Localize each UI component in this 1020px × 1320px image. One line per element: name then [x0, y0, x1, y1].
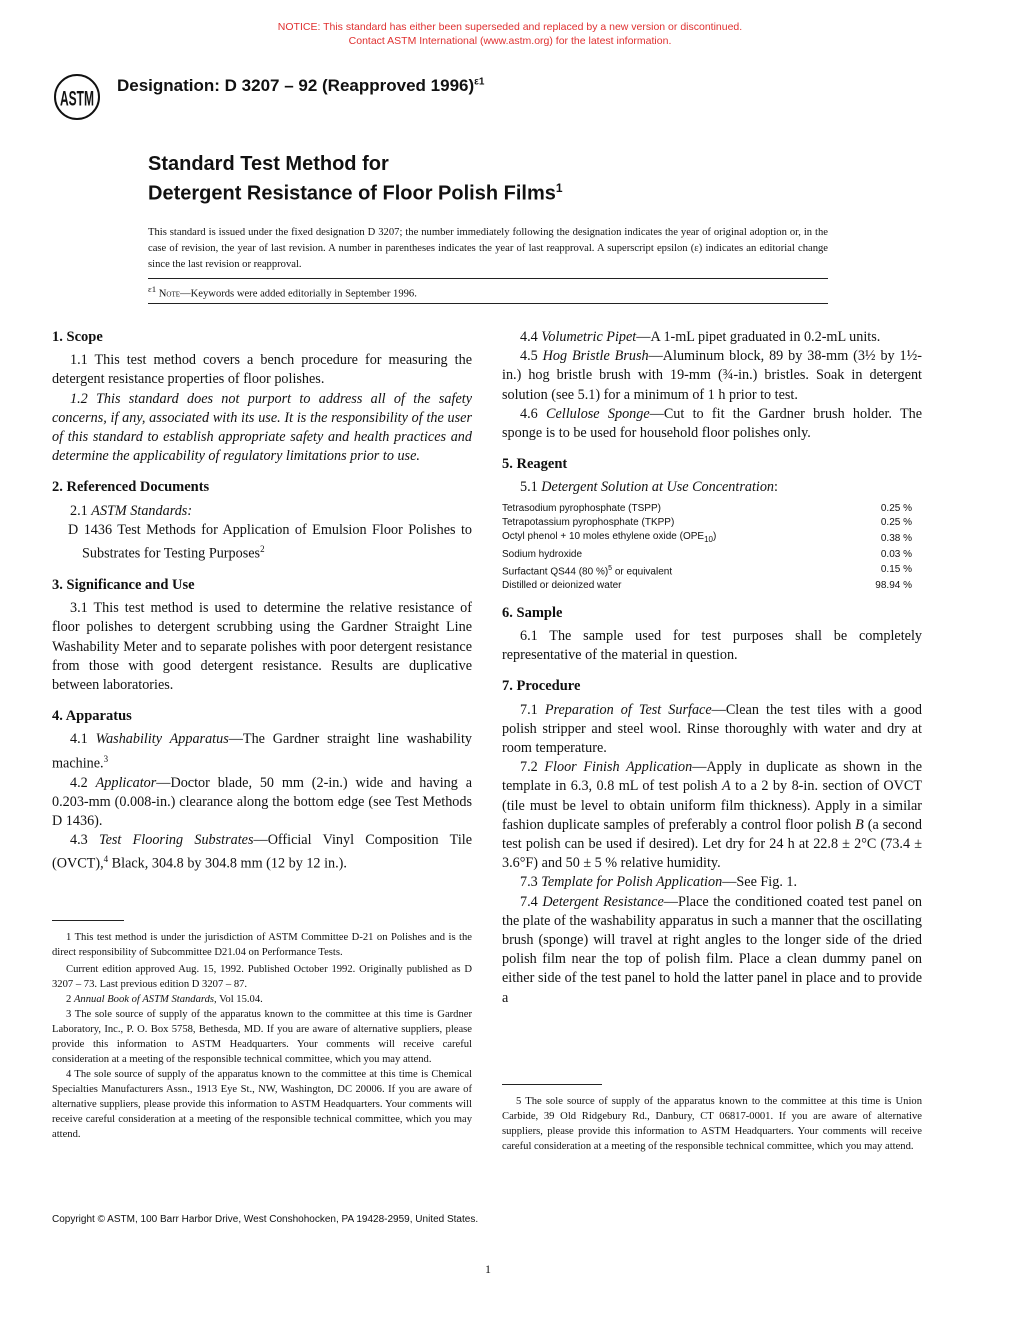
- para-4-2-text: —Doctor blade, 50 mm (2-in.) wide and having a 0.203-mm (0.008-in.) clearance along the bottom edge (see Test Methods D 1436).: [52, 774, 473, 829]
- epsilon-note-text: —Keywords were added editorially in September 1996.: [180, 288, 417, 300]
- para-7-2-label: Floor Finish Application: [544, 759, 693, 776]
- para-4-2-label: Applicator: [95, 774, 157, 791]
- designation-superscript: ε1: [474, 76, 485, 88]
- para-4-3-num: 4.3: [70, 832, 88, 849]
- footnotes-right: [502, 1094, 922, 1154]
- section-2-heading: 2. Referenced Documents: [52, 479, 210, 496]
- para-7-4-label: Detergent Resistance: [542, 893, 664, 910]
- para-7-2: [502, 758, 922, 873]
- reagent-row: [502, 530, 912, 547]
- footnote-2-rest: , Vol 15.04.: [214, 994, 263, 1005]
- left-column: [52, 328, 472, 874]
- reagent-subscript: 10: [704, 535, 713, 545]
- epsilon-note: [148, 284, 417, 300]
- section-7-heading: 7. Procedure: [502, 678, 581, 695]
- para-4-5-num: 4.5: [520, 348, 538, 365]
- reference-text: D 1436 Test Methods for Application of Emulsion Floor Polishes to Substrates for Testing Purposes: [68, 521, 472, 562]
- right-column: [502, 328, 922, 1008]
- title-line-2: Detergent Resistance of Floor Polish Films: [148, 182, 556, 205]
- para-7-4-text: —Place the conditioned coated test panel on the plate of the washability apparatus in such a manner that the oscillating brush (sponge) will travel at right angles to the longer side of the dried polish film near the top of polish film. Place a clean dummy panel on either side of the test panel to hold the latter panel in place and to provide a: [502, 893, 923, 1006]
- copyright-line: Copyright © ASTM, 100 Barr Harbor Drive, West Conshohocken, PA 19428-2959, United States.: [52, 1214, 479, 1225]
- para-4-4: [502, 328, 922, 347]
- reagent-name: Surfactant QS44 (80 %): [502, 566, 609, 578]
- section-1-heading: 1. Scope: [52, 329, 103, 345]
- polish-b-label: B: [855, 816, 864, 833]
- reagent-value: 0.03 %: [880, 548, 912, 560]
- para-4-2: [52, 774, 472, 832]
- reagent-tail: ): [712, 531, 717, 543]
- para-4-6: [502, 405, 922, 443]
- section-5-heading: 5. Reagent: [502, 456, 568, 473]
- reagent-value: 0.38 %: [880, 532, 912, 544]
- para-1-2: 1.2 This standard does not purport to address all of the safety concerns, if any, associated with its use. It is the responsibility of the user of this standard to establish appropriate safety and health practices and determine the applicability of regulatory limitations prior to use.: [52, 390, 472, 465]
- para-7-2-text-a: —Apply in duplicate as shown in the template in 6.3, 0.8 mL of test polish: [502, 759, 922, 795]
- reagent-row: [502, 562, 912, 580]
- page-number: 1: [485, 1262, 491, 1276]
- epsilon-note-label: Note: [158, 288, 181, 300]
- title-footnote-mark: 1: [555, 181, 563, 195]
- section-4-heading: 4. Apparatus: [52, 708, 132, 725]
- divider-top: [148, 278, 828, 279]
- para-4-1-num: 4.1: [70, 731, 88, 748]
- document-title: [148, 152, 563, 206]
- footnote-rule-left: [52, 920, 124, 921]
- footnote-1: 1 This test method is under the jurisdiction of ASTM Committee D-21 on Polishes and is the direct responsibility of Subcommittee D21.04 on Performance Tests.: [52, 932, 472, 958]
- para-4-3-label: Test Flooring Substrates: [99, 832, 254, 849]
- reagent-name-cell: [502, 562, 852, 580]
- footnote-3: 3 The sole source of supply of the apparatus known to the committee at this time is Gardner Laboratory, Inc., P. O. Box 5758, Bethesda, MD. If you are aware of alternative suppliers, please provide this information to ASTM Headquarters. Your comments will receive careful consideration at a meeting of the responsible technical committee, which you may attend.: [52, 1009, 472, 1065]
- reagent-name: Distilled or deionized water: [502, 580, 622, 592]
- para-2-1-label: ASTM Standards:: [91, 502, 193, 519]
- designation-text: Designation: D 3207 – 92 (Reapproved 1996): [117, 76, 475, 95]
- notice-line-2: Contact ASTM International (www.astm.org) for the latest information.: [348, 35, 672, 47]
- para-7-1: [502, 701, 922, 759]
- para-7-4: [502, 893, 922, 1008]
- issue-statement: This standard is issued under the fixed designation D 3207; the number immediately following the designation indicates the year of original adoption or, in the case of revision, the year of last revision. A number in parentheses indicates the year of last reapproval. A superscript epsilon (ε) indicates an editorial change since the last revision or reapproval.: [148, 227, 828, 270]
- section-3-heading: 3. Significance and Use: [52, 576, 195, 593]
- reagent-name: Tetrapotassium pyrophosphate (TKPP): [502, 516, 675, 528]
- reagent-row: [502, 516, 912, 530]
- para-4-6-label: Cellulose Sponge: [546, 405, 650, 422]
- para-4-3-text1: —Official Vinyl Composition Tile (OVCT),: [52, 832, 472, 873]
- notice-line-1: NOTICE: This standard has either been superseded and replaced by a new version or discontinued.: [277, 21, 743, 33]
- para-3-1: 3.1 This test method is used to determine the relative resistance of floor polishes to detergent scrubbing using the Gardner Straight Line Washability Meter and to separate polishes with poor detergent resistance from those with good detergent resistance. Results are duplicative between laboratories.: [52, 600, 472, 693]
- reagent-name: Tetrasodium pyrophosphate (TSPP): [502, 502, 661, 514]
- para-4-1-text: —The Gardner straight line washability machine.: [52, 731, 472, 772]
- footnote-2-num: 2: [66, 994, 72, 1005]
- divider-bottom: [148, 303, 828, 304]
- astm-logo: [52, 72, 102, 122]
- reagent-value: 0.15 %: [880, 564, 912, 576]
- title-line-1: Standard Test Method for: [148, 153, 389, 175]
- reagent-row: [502, 548, 912, 562]
- reagent-row: [502, 579, 912, 593]
- para-4-5-label: Hog Bristle Brush: [542, 348, 649, 365]
- para-4-4-text: —A 1-mL pipet graduated in 0.2-mL units.: [636, 329, 881, 345]
- para-4-6-text: —Cut to fit the Gardner brush holder. The sponge is to be used for household floor polishes only.: [502, 405, 923, 442]
- para-5-1: [502, 478, 922, 497]
- reference-d1436: [52, 521, 472, 564]
- para-4-1-label: Washability Apparatus: [95, 731, 229, 748]
- reagent-tail: or equivalent: [612, 566, 673, 578]
- para-2-1: [52, 502, 472, 521]
- para-4-1-sup: 3: [103, 753, 109, 764]
- para-4-5: [502, 347, 922, 405]
- para-7-3-label: Template for Polish Application: [541, 874, 723, 891]
- para-4-6-num: 4.6: [520, 405, 538, 422]
- para-7-3: [502, 873, 922, 892]
- para-7-2-text-b: to a 2 by 8-in. section of OVCT (tile must be level to obtain uniform film thickness). Apply in a similar fashion duplicate samples of preferably a control floor polish: [502, 778, 922, 833]
- reagent-value: 0.25 %: [880, 502, 912, 514]
- para-5-1-colon: :: [774, 479, 778, 496]
- para-2-1-num: 2.1: [70, 502, 88, 519]
- para-7-3-text: —See Fig. 1.: [722, 874, 798, 891]
- para-7-3-num: 7.3: [520, 874, 538, 891]
- footnote-1b: Current edition approved Aug. 15, 1992. Published October 1992. Originally published as D 3207 – 73. Last previous edition D 3207 – 87.: [52, 964, 472, 990]
- para-5-1-label: Detergent Solution at Use Concentration: [541, 479, 775, 496]
- reagent-superscript: 5: [608, 564, 613, 572]
- para-7-1-label: Preparation of Test Surface: [544, 701, 712, 718]
- footnote-2-italic: Annual Book of ASTM Standards: [73, 994, 215, 1005]
- para-5-1-num: 5.1: [520, 479, 538, 496]
- reagent-row: [502, 502, 912, 516]
- designation: [117, 76, 484, 96]
- polish-a-label: A: [721, 778, 731, 795]
- para-4-3-sup: 4: [103, 854, 109, 865]
- footnote-rule-right: [502, 1084, 602, 1085]
- para-7-2-num: 7.2: [520, 759, 538, 776]
- reagent-table: [502, 502, 912, 594]
- footnote-2: [52, 992, 472, 1007]
- para-4-3: [52, 831, 472, 874]
- footnote-5: 5 The sole source of supply of the apparatus known to the committee at this time is Union Carbide, 39 Old Ridgebury Rd., Danbury, CT 06817-0001. If you are aware of alternative suppliers, please provide this information to ASTM Headquarters. Your comments will receive careful consideration at a meeting of the responsible technical committee, which you may attend.: [502, 1096, 922, 1152]
- logo-text: ASTM: [60, 86, 94, 111]
- reagent-value: 98.94 %: [875, 580, 912, 592]
- para-4-3-text2: Black, 304.8 by 304.8 mm (12 by 12 in.).: [108, 856, 347, 873]
- para-7-4-num: 7.4: [520, 893, 538, 910]
- para-7-1-num: 7.1: [520, 701, 538, 718]
- reference-sup: 2: [260, 544, 265, 555]
- footnotes-left: [52, 930, 472, 1142]
- footnote-4: 4 The sole source of supply of the apparatus known to the committee at this time is Chemical Specialties Manufacturers Assn., 1913 Eye St., NW, Washington, DC 20006. If you are aware of alternative suppliers, please provide this information to ASTM Headquarters. Your comments will receive careful consideration at a meeting of the responsible technical committee, which you may attend.: [52, 1069, 472, 1140]
- para-4-4-label: Volumetric Pipet: [541, 329, 637, 345]
- reagent-name: Octyl phenol + 10 moles ethylene oxide (OPE: [502, 531, 705, 543]
- para-7-1-text: —Clean the test tiles with a good polish stripper and steel wool. Rinse thoroughly with water and dry at room temperature.: [502, 701, 922, 756]
- para-4-5-text: —Aluminum block, 89 by 38-mm (3½ by 1½-in.) hog bristle brush with 19-mm (¾-in.) bristles. Soak in detergent solution (see 5.1) for a minimum of 1 h prior to test.: [502, 348, 923, 403]
- para-4-4-num: 4.4: [520, 329, 538, 345]
- reagent-value: 0.25 %: [880, 516, 912, 528]
- supersede-notice: [0, 20, 1020, 48]
- para-7-2-text-c: (a second test polish can be used if desired). Let dry for 24 h at 22.8 ± 2°C (73.4 ± 3.6°F) and 50 ± 5 % relative humidity.: [502, 816, 923, 872]
- para-4-1: [52, 730, 472, 773]
- para-1-1: 1.1 This test method covers a bench procedure for measuring the detergent resistance properties of floor polishes.: [52, 352, 472, 388]
- reagent-name: Sodium hydroxide: [502, 548, 583, 560]
- para-4-2-num: 4.2: [70, 774, 88, 791]
- section-6-heading: 6. Sample: [502, 604, 563, 621]
- para-6-1: 6.1 The sample used for test purposes shall be completely representative of the material in question.: [502, 627, 922, 664]
- epsilon-note-sup: ε1: [148, 284, 157, 294]
- reagent-name-cell: [502, 530, 852, 547]
